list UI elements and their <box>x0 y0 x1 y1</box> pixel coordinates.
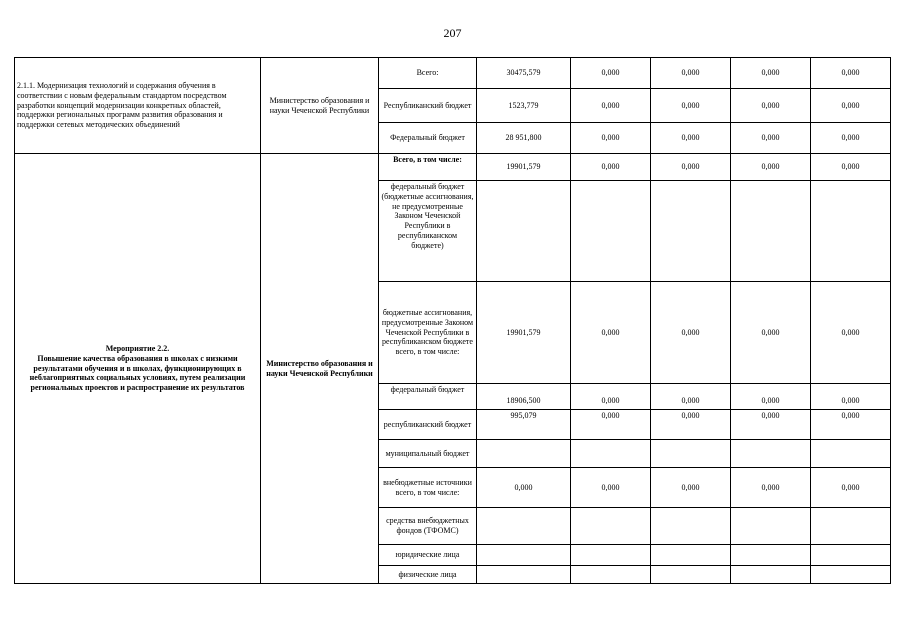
funding-source: Всего, в том числе: <box>379 154 477 181</box>
amount-cell: 0,000 <box>571 154 651 181</box>
amount-cell <box>477 545 571 566</box>
amount-cell: 0,000 <box>651 468 731 508</box>
amount-cell: 0,000 <box>651 58 731 89</box>
amount-cell <box>731 440 811 468</box>
amount-cell <box>571 508 651 545</box>
amount-cell: 1523,779 <box>477 89 571 123</box>
amount-cell: 0,000 <box>811 89 891 123</box>
table-row <box>15 58 891 89</box>
funding-source: физические лица <box>379 566 477 584</box>
funding-source: федеральный бюджет (бюджетные ассигнования, не предусмотренные Законом Чеченской Республики в республиканском бюджете) <box>379 181 477 282</box>
funding-source: федеральный бюджет <box>379 384 477 410</box>
amount-cell: 0,000 <box>571 282 651 384</box>
amount-cell: 0,000 <box>571 468 651 508</box>
amount-cell <box>731 566 811 584</box>
funding-source: средства внебюджетных фондов (ТФОМС) <box>379 508 477 545</box>
amount-cell: 0,000 <box>651 410 731 440</box>
amount-cell <box>811 508 891 545</box>
amount-cell <box>731 181 811 282</box>
amount-cell: 0,000 <box>571 123 651 154</box>
funding-source: бюджетные ассигнования, предусмотренные Законом Чеченской Республики в республиканском бюджете всего, в том числе: <box>379 282 477 384</box>
amount-cell: 0,000 <box>571 384 651 410</box>
amount-cell: 0,000 <box>811 468 891 508</box>
amount-cell: 0,000 <box>731 89 811 123</box>
amount-cell: 0,000 <box>731 58 811 89</box>
amount-cell: 0,000 <box>811 123 891 154</box>
amount-cell: 0,000 <box>811 154 891 181</box>
amount-cell <box>651 508 731 545</box>
amount-cell: 0,000 <box>731 282 811 384</box>
amount-cell <box>811 440 891 468</box>
amount-cell: 0,000 <box>811 410 891 440</box>
amount-cell <box>477 566 571 584</box>
amount-cell: 0,000 <box>811 282 891 384</box>
amount-cell <box>571 566 651 584</box>
amount-cell: 28 951,800 <box>477 123 571 154</box>
amount-cell: 0,000 <box>731 154 811 181</box>
amount-cell: 0,000 <box>731 468 811 508</box>
measure-executor: Министерство образования и науки Чеченской Республики <box>261 154 379 584</box>
measure-executor: Министерство образования и науки Чеченской Республики <box>261 58 379 154</box>
amount-cell: 0,000 <box>571 58 651 89</box>
amount-cell: 0,000 <box>731 410 811 440</box>
amount-cell <box>477 181 571 282</box>
funding-source: Республиканский бюджет <box>379 89 477 123</box>
funding-source: юридические лица <box>379 545 477 566</box>
page-number: 207 <box>443 26 462 40</box>
amount-cell: 0,000 <box>651 89 731 123</box>
amount-cell <box>731 545 811 566</box>
amount-cell: 0,000 <box>811 58 891 89</box>
amount-cell: 995,079 <box>477 410 571 440</box>
measure-description: 2.1.1. Модернизация технологий и содержания обучения в соответствии с новым федеральным стандартом посредством разработки концепций модернизации конкретных областей, поддержки региональных программ развития образования и поддержки сетевых методических объединений <box>15 58 261 154</box>
funding-source: республиканский бюджет <box>379 410 477 440</box>
amount-cell <box>811 545 891 566</box>
amount-cell: 30475,579 <box>477 58 571 89</box>
amount-cell: 0,000 <box>571 89 651 123</box>
funding-source: Всего: <box>379 58 477 89</box>
amount-cell <box>571 545 651 566</box>
amount-cell <box>477 508 571 545</box>
amount-cell <box>571 440 651 468</box>
amount-cell: 0,000 <box>651 123 731 154</box>
amount-cell <box>731 508 811 545</box>
measure-description: Мероприятие 2.2. Повышение качества образования в школах с низкими результатами обучения и в школах, функционирующих в неблагоприятных социальных условиях, путем реализации региональных проектов и распространение их результатов <box>15 154 261 584</box>
amount-cell: 19901,579 <box>477 154 571 181</box>
amount-cell: 0,000 <box>731 384 811 410</box>
amount-cell: 18906,500 <box>477 384 571 410</box>
table-row <box>15 154 891 181</box>
funding-source: муниципальный бюджет <box>379 440 477 468</box>
amount-cell: 0,000 <box>651 154 731 181</box>
amount-cell <box>651 181 731 282</box>
amount-cell: 0,000 <box>731 123 811 154</box>
funding-source: Федеральный бюджет <box>379 123 477 154</box>
amount-cell <box>811 566 891 584</box>
amount-cell <box>651 566 731 584</box>
funding-source: внебюджетные источники всего, в том числе: <box>379 468 477 508</box>
amount-cell <box>651 440 731 468</box>
budget-table <box>14 57 891 584</box>
amount-cell <box>651 545 731 566</box>
amount-cell: 0,000 <box>651 384 731 410</box>
amount-cell: 0,000 <box>477 468 571 508</box>
amount-cell <box>477 440 571 468</box>
amount-cell: 0,000 <box>571 410 651 440</box>
amount-cell <box>571 181 651 282</box>
amount-cell <box>811 181 891 282</box>
amount-cell: 0,000 <box>811 384 891 410</box>
amount-cell: 19901,579 <box>477 282 571 384</box>
amount-cell: 0,000 <box>651 282 731 384</box>
